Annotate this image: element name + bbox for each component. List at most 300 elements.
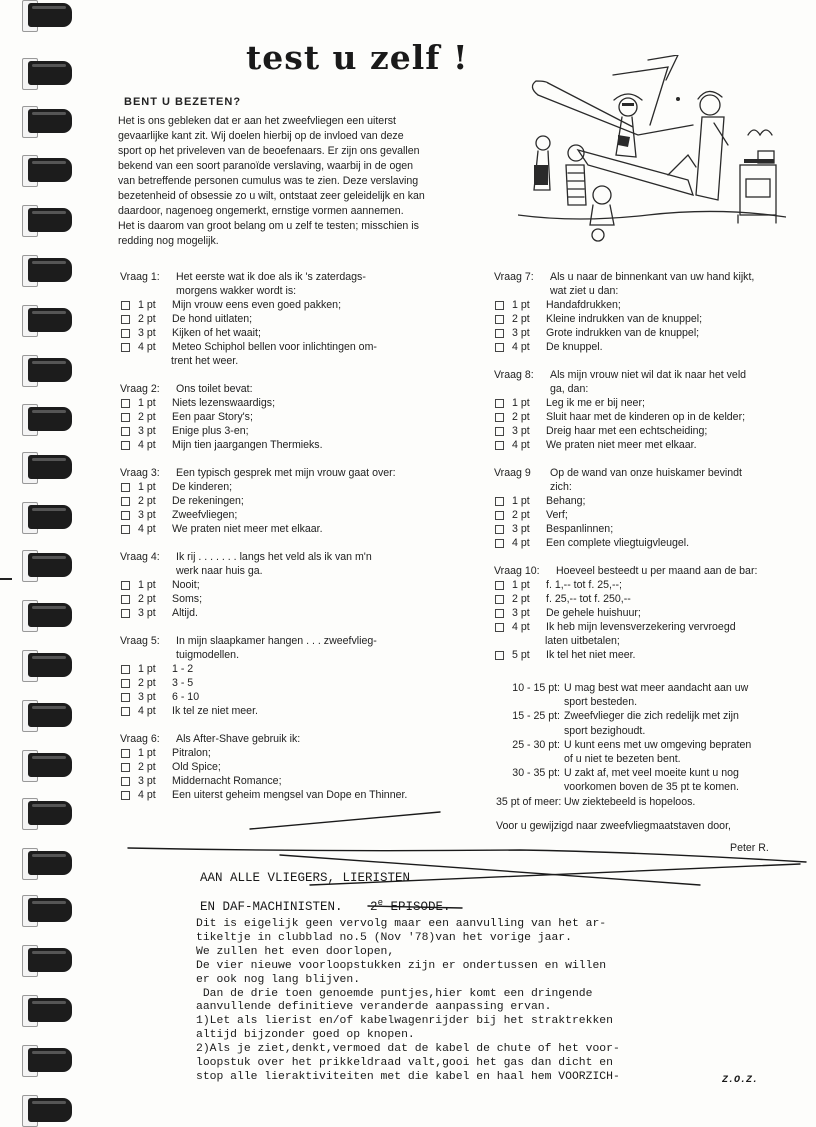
answer-option — [494, 592, 806, 606]
answer-option — [120, 480, 480, 494]
answer-checkbox[interactable] — [495, 651, 504, 660]
answer-checkbox[interactable] — [121, 301, 130, 310]
question-text-line — [120, 634, 480, 648]
answer-text: Mijn tien jaargangen Thermieks. — [172, 439, 323, 451]
question-block — [494, 270, 806, 354]
question-block — [494, 564, 806, 662]
answer-text: Kleine indrukken van de knuppel; — [546, 313, 703, 325]
answer-points: 1 pt — [138, 663, 156, 675]
binding-ring — [22, 155, 72, 185]
answer-option — [120, 438, 480, 452]
answer-option — [120, 592, 480, 606]
question-text: Ons toilet bevat: — [176, 383, 253, 395]
answer-option — [494, 340, 806, 354]
typed-body-line: Dan de drie toen genoemde puntjes,hier komt een dringende — [196, 987, 593, 1000]
question-text: werk naar huis ga. — [176, 565, 263, 577]
answer-option — [120, 704, 480, 718]
question-block — [120, 270, 480, 368]
answer-option — [120, 424, 480, 438]
binding-ring — [22, 0, 72, 30]
answer-checkbox[interactable] — [121, 497, 130, 506]
answer-option — [120, 396, 480, 410]
answer-option — [120, 326, 480, 340]
answer-option — [120, 410, 480, 424]
answer-text: Zweefvliegen; — [172, 509, 238, 521]
answer-points: 3 pt — [138, 607, 156, 619]
question-label: Vraag 4: — [120, 551, 160, 563]
typed-body-line: loopstuk over het prikkeldraad valt,gooi het gas dan dicht en — [196, 1057, 613, 1070]
cartoon-illustration — [518, 55, 786, 250]
answer-text: Verf; — [546, 509, 568, 521]
intro-line: daardoor, nagenoeg ongemerkt, ernstige vormen aannemen. — [118, 205, 404, 217]
answer-checkbox[interactable] — [495, 399, 504, 408]
answer-checkbox[interactable] — [121, 749, 130, 758]
answer-checkbox[interactable] — [495, 539, 504, 548]
score-row — [496, 780, 751, 794]
answer-option — [120, 354, 480, 368]
answer-checkbox[interactable] — [495, 413, 504, 422]
question-text-line — [120, 382, 480, 396]
answer-points: 2 pt — [138, 495, 156, 507]
typed-body-line: 2)Als je ziet,denkt,vermoed dat de kabel de chute of het voor- — [196, 1043, 620, 1056]
question-text-line — [120, 270, 480, 284]
question-text: Ik rij . . . . . . . langs het veld als ik van m'n — [176, 551, 372, 563]
question-block — [120, 382, 480, 452]
answer-checkbox[interactable] — [121, 399, 130, 408]
binding-ring — [22, 700, 72, 730]
binding-ring — [22, 305, 72, 335]
typed-article-body — [196, 918, 620, 1085]
score-range: 30 - 35 pt: — [512, 767, 560, 780]
answer-points: 1 pt — [512, 299, 530, 311]
question-label: Vraag 7: — [494, 271, 534, 283]
intro-paragraph — [118, 114, 516, 249]
answer-points: 4 pt — [512, 341, 530, 353]
question-text-line — [494, 270, 806, 284]
question-block — [494, 368, 806, 452]
question-text: Het eerste wat ik doe als ik 's zaterdags- — [176, 271, 366, 283]
questions-right-column — [494, 270, 806, 676]
question-text-line — [120, 732, 480, 746]
answer-text: Enige plus 3-en; — [172, 425, 249, 437]
answer-text: Altijd. — [172, 607, 198, 619]
answer-checkbox[interactable] — [121, 413, 130, 422]
answer-points: 3 pt — [512, 327, 530, 339]
score-legend — [496, 681, 751, 809]
score-row — [496, 738, 751, 752]
answer-text: Dreig haar met een echtscheiding; — [546, 425, 708, 437]
intro-line: van betreffende personen cumulus was te zien. Deze verslaving — [118, 175, 419, 187]
answer-points: 2 pt — [138, 593, 156, 605]
binding-ring — [22, 895, 72, 925]
answer-points: 2 pt — [512, 313, 530, 325]
binding-ring — [22, 550, 72, 580]
answer-points: 1 pt — [138, 397, 156, 409]
answer-checkbox[interactable] — [121, 595, 130, 604]
question-text-line — [494, 564, 806, 578]
answer-points: 4 pt — [512, 537, 530, 549]
answer-text: Een complete vliegtuigvleugel. — [546, 537, 690, 549]
answer-option — [120, 746, 480, 760]
answer-text: Niets lezenswaardigs; — [172, 397, 276, 409]
score-range: 25 - 30 pt: — [512, 738, 560, 751]
answer-option — [494, 620, 806, 634]
score-row — [496, 681, 751, 695]
answer-checkbox[interactable] — [495, 525, 504, 534]
typed-body-line: altijd bijzonder goed op knopen. — [196, 1029, 415, 1042]
score-row — [496, 695, 751, 709]
question-label: Vraag 9 — [494, 467, 531, 479]
question-text-line — [120, 564, 480, 578]
typed-body-line: We zullen het even doorlopen, — [196, 945, 395, 958]
answer-option — [120, 788, 480, 802]
question-label: Vraag 1: — [120, 271, 160, 283]
question-label: Vraag 5: — [120, 635, 160, 647]
answer-points: 3 pt — [138, 327, 156, 339]
answer-option — [120, 606, 480, 620]
question-text-line — [494, 368, 806, 382]
score-row — [496, 709, 751, 723]
answer-checkbox[interactable] — [121, 525, 130, 534]
binding-ring — [22, 650, 72, 680]
answer-option — [494, 438, 806, 452]
intro-line: bezetenheid of obsessie zo u wilt, ontstaat zeer geleidelijk en kan — [118, 190, 425, 202]
answer-option — [120, 578, 480, 592]
answer-checkbox[interactable] — [121, 581, 130, 590]
question-text-line — [120, 284, 480, 298]
answer-checkbox[interactable] — [495, 609, 504, 618]
answer-text: 3 - 5 — [172, 677, 194, 689]
answer-points: 3 pt — [138, 509, 156, 521]
answer-checkbox[interactable] — [121, 679, 130, 688]
answer-checkbox[interactable] — [495, 623, 504, 632]
score-row — [496, 766, 751, 780]
question-text: Als mijn vrouw niet wil dat ik naar het veld — [550, 369, 747, 381]
question-text-line — [494, 480, 806, 494]
question-text: In mijn slaapkamer hangen . . . zweefvlieg- — [176, 635, 377, 647]
answer-option — [120, 340, 480, 354]
question-text: Als u naar de binnenkant van uw hand kijkt, — [550, 271, 755, 283]
score-range: 35 pt of meer: — [496, 795, 562, 808]
answer-points: 2 pt — [138, 677, 156, 689]
answer-text: Bespanlinnen; — [546, 523, 614, 535]
intro-line: sport op het priveleven van de beoefenaars. Er zijn ons gevallen — [118, 145, 420, 157]
answer-option — [494, 410, 806, 424]
answer-option — [494, 634, 806, 648]
binding-ring — [22, 1045, 72, 1075]
answer-points: 3 pt — [512, 607, 530, 619]
score-row — [496, 752, 751, 766]
answer-checkbox[interactable] — [121, 763, 130, 772]
answer-text: De knuppel. — [546, 341, 603, 353]
answer-points: 1 pt — [138, 299, 156, 311]
intro-line: bekend van een soort paranoïde verslaving, waarbij in de ogen — [118, 160, 414, 172]
answer-checkbox[interactable] — [495, 497, 504, 506]
score-text: sport besteden. — [564, 696, 638, 709]
answer-points: 2 pt — [138, 761, 156, 773]
question-text-line — [120, 466, 480, 480]
question-label: Vraag 6: — [120, 733, 160, 745]
question-block — [120, 732, 480, 802]
question-text: morgens wakker wordt is: — [176, 285, 297, 297]
answer-text: f. 25,-- tot f. 250,-- — [546, 593, 631, 605]
answer-option — [494, 494, 806, 508]
score-range: 15 - 25 pt: — [512, 710, 560, 723]
binding-ring — [22, 502, 72, 532]
typed-body-line: er ook nog lang blijven. — [196, 973, 361, 986]
answer-text: Ik tel ze niet meer. — [172, 705, 258, 717]
binding-ring — [22, 58, 72, 88]
answer-points: 4 pt — [138, 789, 156, 801]
answer-option — [494, 508, 806, 522]
answer-text: De kinderen; — [172, 481, 233, 493]
binding-ring — [22, 798, 72, 828]
answer-checkbox[interactable] — [495, 329, 504, 338]
zoz-signoff: Z.O.Z. — [722, 1075, 759, 1086]
question-text: ga, dan: — [550, 383, 589, 395]
answer-text: Sluit haar met de kinderen op in de kelder; — [546, 411, 746, 423]
question-text-line — [494, 466, 806, 480]
intro-line: redding nog mogelijk. — [118, 235, 219, 247]
answer-points: 1 pt — [512, 495, 530, 507]
question-label: Vraag 2: — [120, 383, 160, 395]
question-text: wat ziet u dan: — [550, 285, 619, 297]
score-text: of u niet te bezeten bent. — [564, 753, 681, 766]
intro-line: Het is daarom van groot belang om u zelf te testen; misschien is — [118, 220, 419, 232]
divider-line — [128, 848, 806, 862]
answer-text: Ik heb mijn levensverzekering vervroegd — [546, 621, 736, 633]
answer-points: 3 pt — [138, 691, 156, 703]
answer-checkbox[interactable] — [495, 581, 504, 590]
episode-word: EPISODE. — [390, 900, 451, 915]
answer-text: Nooit; — [172, 579, 200, 591]
answer-points: 1 pt — [512, 397, 530, 409]
answer-text: Kijken of het waait; — [172, 327, 261, 339]
answer-text: Pitralon; — [172, 747, 211, 759]
answer-points: 4 pt — [512, 439, 530, 451]
answer-option — [494, 312, 806, 326]
answer-option — [120, 774, 480, 788]
answer-option — [120, 662, 480, 676]
episode-number: 2 — [370, 900, 378, 915]
answer-option — [120, 522, 480, 536]
page-title: test u zelf ! — [246, 38, 469, 77]
answer-text: Mijn vrouw eens even goed pakken; — [172, 299, 342, 311]
answer-points: 5 pt — [512, 649, 530, 661]
question-text-line — [120, 648, 480, 662]
question-block — [494, 466, 806, 550]
answer-text: Handafdrukken; — [546, 299, 621, 311]
score-text: voorkomen boven de 35 pt te komen. — [564, 781, 739, 794]
question-text-line — [120, 550, 480, 564]
answer-text: Een uiterst geheim mengsel van Dope en Thinner. — [172, 789, 408, 801]
answer-checkbox[interactable] — [121, 777, 130, 786]
answer-text: De rekeningen; — [172, 495, 244, 507]
answer-option — [120, 760, 480, 774]
answer-text: De gehele huishuur; — [546, 607, 641, 619]
typed-body-line: De vier nieuwe voorloopstukken zijn er ondertussen en willen — [196, 959, 607, 972]
question-text: zich: — [550, 481, 572, 493]
answer-option — [120, 508, 480, 522]
answer-points: 3 pt — [138, 775, 156, 787]
questions-left-column — [120, 270, 480, 816]
answer-text: f. 1,-- tot f. 25,--; — [546, 579, 622, 591]
binding-ring — [22, 255, 72, 285]
typed-body-line: stop alle lieraktiviteiten met die kabel en haal hem VOORZICH- — [196, 1070, 620, 1083]
answer-points: 2 pt — [512, 593, 530, 605]
answer-option — [120, 312, 480, 326]
score-text: sport bezighoudt. — [564, 724, 646, 737]
binding-ring — [22, 600, 72, 630]
answer-points: 4 pt — [138, 341, 156, 353]
answer-points: 4 pt — [512, 621, 530, 633]
answer-text: We praten niet meer met elkaar. — [546, 439, 697, 451]
answer-checkbox[interactable] — [495, 511, 504, 520]
answer-points: 3 pt — [512, 425, 530, 437]
answer-option — [120, 676, 480, 690]
answer-text: Old Spice; — [172, 761, 221, 773]
answer-checkbox[interactable] — [495, 315, 504, 324]
answer-checkbox[interactable] — [495, 301, 504, 310]
score-range: 10 - 15 pt: — [512, 682, 560, 694]
typed-body-line: tikeltje in clubblad no.5 (Nov '78)van het vorige jaar. — [196, 931, 572, 944]
score-row — [496, 795, 751, 809]
intro-line: gevaarlijke kant zit. Wij doelen hierbij op de invloed van deze — [118, 130, 404, 142]
typed-body-line: 1)Let als lierist en/of kabelwagenrijder bij het straktrekken — [196, 1015, 613, 1028]
answer-points: 2 pt — [512, 411, 530, 423]
score-text: U kunt eens met uw omgeving bepraten — [564, 738, 752, 751]
answer-points: 4 pt — [138, 705, 156, 717]
question-label: Vraag 8: — [494, 369, 534, 381]
answer-option — [494, 648, 806, 662]
answer-points: 2 pt — [138, 313, 156, 325]
question-label: Vraag 3: — [120, 467, 160, 479]
author-signature: Peter R. — [730, 842, 769, 854]
answer-checkbox[interactable] — [121, 693, 130, 702]
binding-ring — [22, 404, 72, 434]
binding-ring — [22, 848, 72, 878]
answer-checkbox[interactable] — [121, 609, 130, 618]
answer-text: Leg ik me er bij neer; — [546, 397, 645, 409]
answer-text: 6 - 10 — [172, 691, 200, 703]
answer-option — [120, 494, 480, 508]
answer-option — [494, 536, 806, 550]
answer-option — [120, 298, 480, 312]
typed-body-line: Dit is eigelijk geen vervolg maar een aanvulling van het ar- — [196, 918, 607, 930]
typed-article-title — [200, 866, 451, 920]
question-text: Op de wand van onze huiskamer bevindt — [550, 467, 742, 479]
answer-points: 1 pt — [138, 481, 156, 493]
binding-ring — [22, 452, 72, 482]
answer-checkbox[interactable] — [121, 329, 130, 338]
answer-points: 1 pt — [138, 579, 156, 591]
closing-line: Voor u gewijzigd naar zweefvliegmaatstaven door, — [496, 820, 731, 832]
answer-option — [494, 326, 806, 340]
binding-ring — [22, 355, 72, 385]
answer-text: We praten niet meer met elkaar. — [172, 523, 323, 535]
answer-text: Een paar Story's; — [172, 411, 253, 423]
binding-ring — [22, 945, 72, 975]
answer-checkbox[interactable] — [495, 343, 504, 352]
question-text-line — [494, 284, 806, 298]
answer-checkbox[interactable] — [495, 441, 504, 450]
answer-option — [494, 522, 806, 536]
intro-heading: BENT U BEZETEN? — [124, 96, 242, 108]
answer-text: trent het weer. — [171, 355, 239, 367]
binding-ring — [22, 106, 72, 136]
edge-mark — [0, 578, 12, 580]
answer-option — [494, 578, 806, 592]
answer-checkbox[interactable] — [495, 595, 504, 604]
answer-checkbox[interactable] — [121, 315, 130, 324]
answer-checkbox[interactable] — [121, 427, 130, 436]
binding-ring — [22, 1095, 72, 1125]
binding-ring — [22, 995, 72, 1025]
answer-checkbox[interactable] — [121, 483, 130, 492]
typed-title-line: AAN ALLE VLIEGERS, LIERISTEN — [200, 871, 411, 885]
binding-ring — [22, 750, 72, 780]
answer-points: 1 pt — [512, 579, 530, 591]
score-text: U zakt af, met veel moeite kunt u nog — [564, 767, 739, 780]
answer-text: Middernacht Romance; — [172, 775, 282, 787]
question-block — [120, 466, 480, 536]
question-label: Vraag 10: — [494, 565, 540, 577]
answer-text: Grote indrukken van de knuppel; — [546, 327, 700, 339]
question-text: Een typisch gesprek met mijn vrouw gaat over: — [176, 467, 396, 479]
answer-text: Soms; — [172, 593, 203, 605]
answer-text: De hond uitlaten; — [172, 313, 253, 325]
answer-option — [494, 606, 806, 620]
answer-points: 1 pt — [138, 747, 156, 759]
answer-checkbox[interactable] — [121, 665, 130, 674]
question-text: Als After-Shave gebruik ik: — [176, 733, 301, 745]
binding-ring — [22, 205, 72, 235]
answer-checkbox[interactable] — [121, 791, 130, 800]
score-text: U mag best wat meer aandacht aan uw — [564, 682, 749, 694]
question-text-line — [494, 382, 806, 396]
score-row — [496, 724, 751, 738]
answer-checkbox[interactable] — [121, 343, 130, 352]
answer-text: Behang; — [546, 495, 586, 507]
answer-checkbox[interactable] — [121, 511, 130, 520]
answer-points: 4 pt — [138, 523, 156, 535]
question-text: Hoeveel besteedt u per maand aan de bar: — [556, 565, 758, 577]
question-text: tuigmodellen. — [176, 649, 240, 661]
answer-text: Ik tel het niet meer. — [546, 649, 636, 661]
answer-text: Meteo Schiphol bellen voor inlichtingen om- — [172, 341, 377, 353]
intro-line: Het is ons gebleken dat er aan het zweefvliegen een uiterst — [118, 115, 396, 127]
answer-option — [494, 424, 806, 438]
typed-title-line: EN DAF-MACHINISTEN. 2e EPISODE. — [200, 898, 451, 915]
answer-points: 2 pt — [138, 411, 156, 423]
answer-option — [120, 690, 480, 704]
answer-points: 4 pt — [138, 439, 156, 451]
spiral-binding — [0, 0, 78, 1123]
score-text: Zweefvlieger die zich redelijk met zijn — [564, 710, 739, 723]
episode-sup: e — [377, 898, 383, 908]
score-text: Uw ziektebeeld is hopeloos. — [564, 795, 696, 808]
typed-body-line: aanvullende definitieve veranderde aanpassing ervan. — [196, 1001, 552, 1014]
question-block — [120, 634, 480, 718]
answer-text: 1 - 2 — [172, 663, 194, 675]
answer-checkbox[interactable] — [121, 441, 130, 450]
answer-option — [494, 298, 806, 312]
answer-checkbox[interactable] — [495, 427, 504, 436]
answer-option — [494, 396, 806, 410]
answer-points: 3 pt — [512, 523, 530, 535]
answer-checkbox[interactable] — [121, 707, 130, 716]
answer-points: 2 pt — [512, 509, 530, 521]
